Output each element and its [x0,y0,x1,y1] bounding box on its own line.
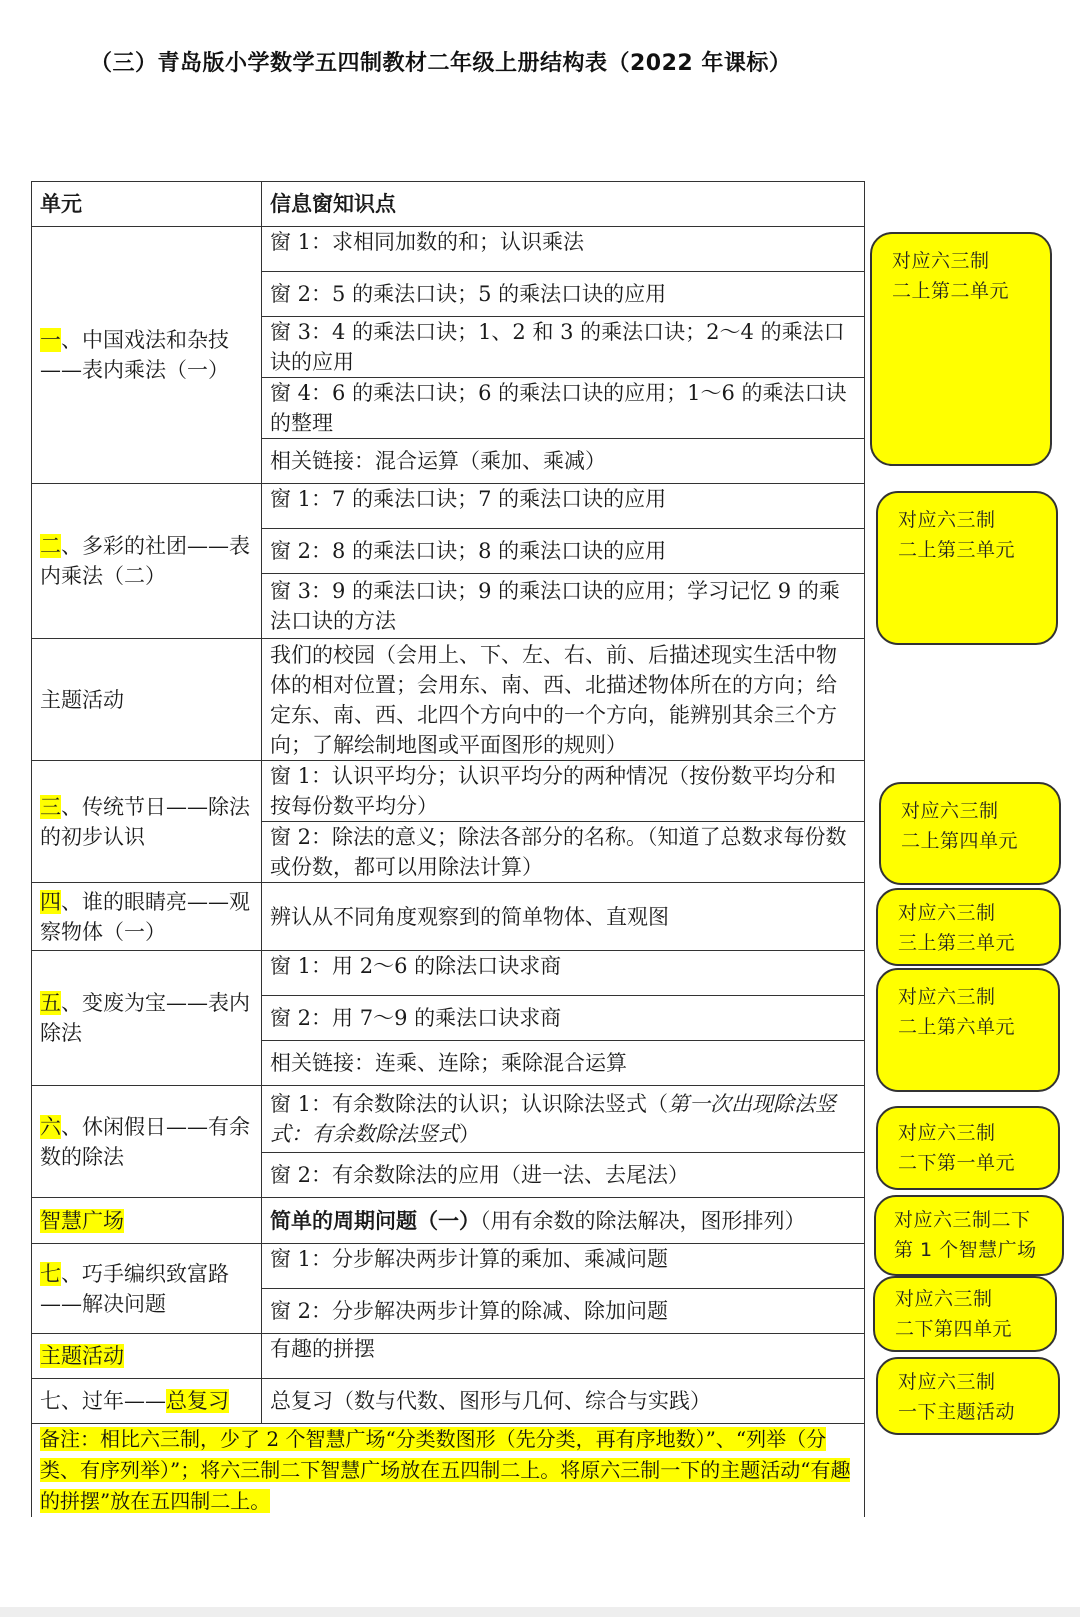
mapping-badge-5 [876,968,1060,1092]
unit-6-window-1-prefix: 窗 1：有余数除法的认识；认识除法竖式（ [270,1092,669,1116]
header-points: 信息窗知识点 [262,182,865,227]
unit-4-title: 、谁的眼睛亮——观察物体（一） [40,889,250,944]
unit-1-title: 、中国戏法和杂技——表内乘法（一） [40,328,229,382]
badge-7-line-1: 对应六三制二下 [894,1209,1031,1231]
unit-2-title: 、多彩的社团——表内乘法（二） [40,534,250,588]
note-cell [32,1424,865,1518]
table-row [32,227,865,272]
table-row [32,1198,865,1244]
theme-activity-1-text: 我们的校园（会用上、下、左、右、前、后描述现实生活中物体的相对位置；会用东、南、西、北描述物体所在的方向；给定东、南、西、北四个方向中的一个方向，能辨别其余三个方向；了解绘制地图或平面图形的规则） [262,639,865,761]
mapping-badge-7 [874,1195,1064,1276]
unit-2-cell [32,484,262,639]
header-unit: 单元 [32,182,262,227]
badge-9-line-1: 对应六三制 [898,1371,996,1393]
review-prefix: 七、过年—— [40,1389,166,1413]
unit-4-number: 四 [40,889,61,914]
badge-6-line-1: 对应六三制 [898,1122,996,1144]
unit-2-window-2: 窗 2：8 的乘法口诀；8 的乘法口诀的应用 [262,529,865,574]
mapping-badge-9 [876,1357,1060,1435]
page-bottom-edge [0,1607,1080,1617]
table-row [32,484,865,529]
unit-4-cell [32,883,262,951]
unit-4-window-1: 辨认从不同角度观察到的简单物体、直观图 [262,883,865,951]
unit-1-window-3: 窗 3：4 的乘法口诀；1、2 和 3 的乘法口诀；2～4 的乘法口诀的应用 [262,317,865,378]
unit-1-window-2: 窗 2：5 的乘法口诀；5 的乘法口诀的应用 [262,272,865,317]
badge-2-line-1: 对应六三制 [898,509,996,531]
table-header-row [32,182,865,227]
table-row [32,1379,865,1424]
mapping-badge-1 [870,232,1052,466]
review-text: 总复习（数与代数、图形与几何、综合与实践） [262,1379,865,1424]
theme-activity-2-text: 有趣的拼摆 [262,1334,865,1379]
badge-4-line-2: 三上第三单元 [898,932,1016,954]
unit-5-title: 、变废为宝——表内除法 [40,991,250,1045]
unit-1-link: 相关链接：混合运算（乘加、乘减） [262,439,865,484]
badge-5-line-1: 对应六三制 [898,986,996,1008]
unit-3-window-2: 窗 2：除法的意义；除法各部分的名称。（知道了总数求每份数或份数，都可以用除法计算） [262,822,865,883]
mapping-badge-6 [876,1106,1060,1190]
theme-activity-1-label: 主题活动 [32,639,262,761]
page-title: （三）青岛版小学数学五四制教材二年级上册结构表（2022 年课标） [90,51,792,76]
badge-4-line-1: 对应六三制 [898,902,996,924]
mapping-badge-8 [873,1276,1057,1352]
unit-6-window-2: 窗 2：有余数除法的应用（进一法、去尾法） [262,1153,865,1198]
unit-3-number: 三 [40,794,61,819]
unit-5-cell [32,951,262,1086]
unit-1-window-1: 窗 1：求相同加数的和；认识乘法 [262,227,865,272]
unit-2-window-1: 窗 1：7 的乘法口诀；7 的乘法口诀的应用 [262,484,865,529]
table-row [32,1244,865,1289]
unit-6-cell [32,1086,262,1198]
badge-5-line-2: 二上第六单元 [898,1016,1016,1038]
table-row [32,951,865,996]
unit-7-cell [32,1244,262,1334]
unit-7-window-2: 窗 2：分步解决两步计算的除减、除加问题 [262,1289,865,1334]
unit-2-window-3: 窗 3：9 的乘法口诀；9 的乘法口诀的应用；学习记忆 9 的乘法口诀的方法 [262,574,865,639]
note-row [32,1424,865,1518]
table-row [32,1334,865,1379]
mapping-badge-3 [879,782,1061,885]
theme-activity-2-cell [32,1334,262,1379]
badge-3-line-2: 二上第四单元 [901,830,1019,852]
unit-2-number: 二 [40,534,61,558]
table-row [32,1086,865,1153]
unit-3-cell [32,761,262,883]
unit-5-link: 相关链接：连乘、连除；乘除混合运算 [262,1041,865,1086]
review-cell [32,1379,262,1424]
badge-3-line-1: 对应六三制 [901,800,999,822]
unit-6-title: 、休闲假日——有余数的除法 [40,1114,250,1169]
unit-3-window-1: 窗 1：认识平均分；认识平均分的两种情况（按份数平均分和按每份数平均分） [262,761,865,822]
unit-7-number: 七 [40,1261,61,1286]
review-highlight: 总复习 [166,1389,229,1413]
unit-5-window-2: 窗 2：用 7～9 的乘法口诀求商 [262,996,865,1041]
badge-2-line-2: 二上第三单元 [898,539,1016,561]
mapping-badge-4 [876,888,1061,966]
wisdom-square-topic: 简单的周期问题（一） [270,1208,480,1233]
unit-6-number: 六 [40,1114,61,1139]
structure-table [31,181,865,1517]
unit-1-window-4: 窗 4：6 的乘法口诀；6 的乘法口诀的应用；1～6 的乘法口诀的整理 [262,378,865,439]
unit-1-number: 一 [40,328,61,352]
table-row [32,761,865,822]
wisdom-square-label-cell [32,1198,262,1244]
unit-6-window-1-suffix: ） [459,1122,480,1146]
wisdom-square-text [262,1198,865,1244]
badge-8-line-1: 对应六三制 [895,1288,993,1310]
badge-6-line-2: 二下第一单元 [898,1152,1016,1174]
unit-6-window-1 [262,1086,865,1153]
wisdom-square-detail: （用有余数的除法解决，图形排列） [480,1208,806,1233]
note-text: 备注：相比六三制，少了 2 个智慧广场“分类数图形（先分类，再有序地数）”、“列举（分类、有序列举）”；将六三制二下智慧广场放在五四制二上。将原六三制一下的主题活动“有趣的拼摆”放在五四制二上。 [40,1427,851,1513]
unit-7-title: 、巧手编织致富路——解决问题 [40,1261,229,1316]
mapping-badge-2 [876,491,1058,645]
unit-6-window-1-italic: 第一次出现除法竖式：有余数除法竖式 [270,1092,837,1146]
badge-8-line-2: 二下第四单元 [895,1318,1013,1340]
unit-5-number: 五 [40,991,61,1015]
unit-1-cell [32,227,262,484]
unit-7-window-1: 窗 1：分步解决两步计算的乘加、乘减问题 [262,1244,865,1289]
unit-5-window-1: 窗 1：用 2～6 的除法口诀求商 [262,951,865,996]
unit-3-title: 、传统节日——除法的初步认识 [40,794,250,849]
badge-7-line-2: 第 1 个智慧广场 [894,1239,1037,1261]
badge-1-line-1: 对应六三制 [892,250,990,272]
theme-activity-2-label: 主题活动 [40,1344,124,1368]
badge-1-line-2: 二上第二单元 [892,280,1010,302]
badge-9-line-2: 一下主题活动 [898,1401,1016,1423]
wisdom-square-label: 智慧广场 [40,1208,124,1233]
table-row [32,639,865,761]
table-row [32,883,865,951]
